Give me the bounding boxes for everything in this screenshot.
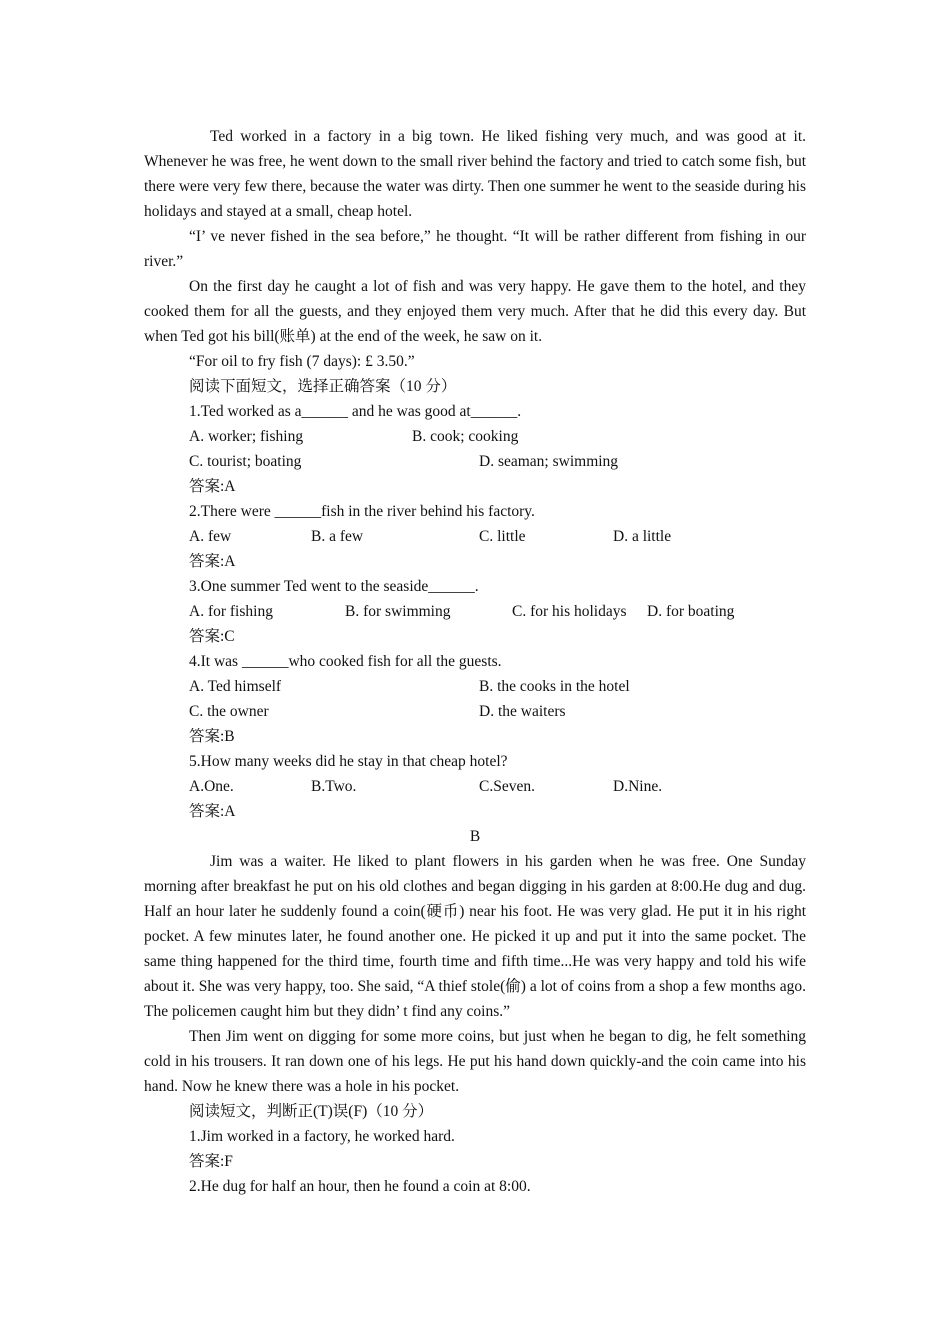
option-a: A. for fishing <box>189 603 273 620</box>
passage-b-paragraph-2: Then Jim went on digging for some more coins, but just when he began to dig, he felt something cold in his trousers. It ran down one of his legs. He put his hand down quickly-and the coin came into his hand. Now he knew there was a hole in his pocket. <box>144 1028 806 1095</box>
answer-2: 答案:A <box>189 553 236 570</box>
option-b: B. the cooks in the hotel <box>479 678 630 695</box>
option-b: B. for swimming <box>345 603 451 620</box>
option-c: C. the owner <box>189 703 269 720</box>
option-d: D.Nine. <box>613 778 663 795</box>
option-d: D. the waiters <box>479 703 566 720</box>
question-2: 2.There were ______fish in the river behind his factory. <box>189 503 535 520</box>
option-b: B.Two. <box>311 778 357 795</box>
passage-a-paragraph-4: “For oil to fry fish (7 days): £ 3.50.” <box>189 353 415 370</box>
passage-a-paragraph-1: Ted worked in a factory in a big town. He liked fishing very much, and was good at it. Whenever he was free, he went down to the small river behind the factory and tried to catch some fish, but there were very few there, because the water was dirty. Then one summer he went to the seaside during his holidays and stayed at a small, cheap hotel. <box>144 128 806 220</box>
tf-answer-1: 答案:F <box>189 1153 233 1170</box>
option-a: A. Ted himself <box>189 678 282 695</box>
option-d: D. seaman; swimming <box>479 453 619 470</box>
question-1-options-row-2 <box>189 449 806 474</box>
answer-1: 答案:A <box>189 478 236 495</box>
option-b: B. cook; cooking <box>412 428 519 445</box>
answer-5: 答案:A <box>189 803 236 820</box>
option-b: B. a few <box>311 528 364 545</box>
question-1: 1.Ted worked as a______ and he was good at______. <box>189 403 522 420</box>
passage-a-paragraph-3: On the first day he caught a lot of fish and was very happy. He gave them to the hotel, and they cooked them for all the guests, and they enjoyed them very much. After that he did this every day. But when Ted got his bill(账单) at the end of the week, he saw on it. <box>144 278 806 345</box>
option-c: C. tourist; boating <box>189 453 302 470</box>
option-c: C. for his holidays <box>512 603 627 620</box>
question-3-options <box>189 599 806 624</box>
question-4-options-row-1 <box>189 674 806 699</box>
passage-b-paragraph-1: Jim was a waiter. He liked to plant flowers in his garden when he was free. One Sunday morning after breakfast he put on his old clothes and began digging in his garden at 8:00.He dug and dug. Half an hour later he suddenly found a coin(硬币) near his foot. He was very glad. He put it in his right pocket. A few minutes later, he found another one. He picked it up and put it into the same pocket. The same thing happened for the third time, fourth time and fifth time...He was very happy and told his wife about it. She was very happy, too. She said, “A thief stole(偷) a lot of coins from a shop a few months ago. The policemen caught him but they didn’ t find any coins.” <box>144 853 806 1020</box>
option-c: C. little <box>479 528 526 545</box>
option-a: A.One. <box>189 778 234 795</box>
section-b-heading: B <box>469 828 481 845</box>
option-a: A. worker; fishing <box>189 428 304 445</box>
option-a: A. few <box>189 528 232 545</box>
question-3: 3.One summer Ted went to the seaside______. <box>189 578 479 595</box>
tf-question-1: 1.Jim worked in a factory, he worked hard. <box>189 1128 455 1145</box>
option-c: C.Seven. <box>479 778 535 795</box>
passage-a-paragraph-2: “I’ ve never fished in the sea before,” he thought. “It will be rather different from fishing in our river.” <box>144 228 806 270</box>
answer-3: 答案:C <box>189 628 235 645</box>
question-1-options-row-1 <box>189 424 806 449</box>
tf-question-2: 2.He dug for half an hour, then he found a coin at 8:00. <box>189 1178 531 1195</box>
question-5: 5.How many weeks did he stay in that cheap hotel? <box>189 753 508 770</box>
option-d: D. for boating <box>647 603 735 620</box>
question-5-options <box>189 774 806 799</box>
section-b-instruction: 阅读短文，判断正(T)误(F)（10 分） <box>189 1103 434 1120</box>
question-4-options-row-2 <box>189 699 806 724</box>
section-a-instruction: 阅读下面短文，选择正确答案（10 分） <box>189 378 457 395</box>
answer-4: 答案:B <box>189 728 235 745</box>
question-4: 4.It was ______who cooked fish for all the guests. <box>189 653 502 670</box>
question-2-options <box>189 524 806 549</box>
document-page <box>144 124 806 1199</box>
option-d: D. a little <box>613 528 672 545</box>
